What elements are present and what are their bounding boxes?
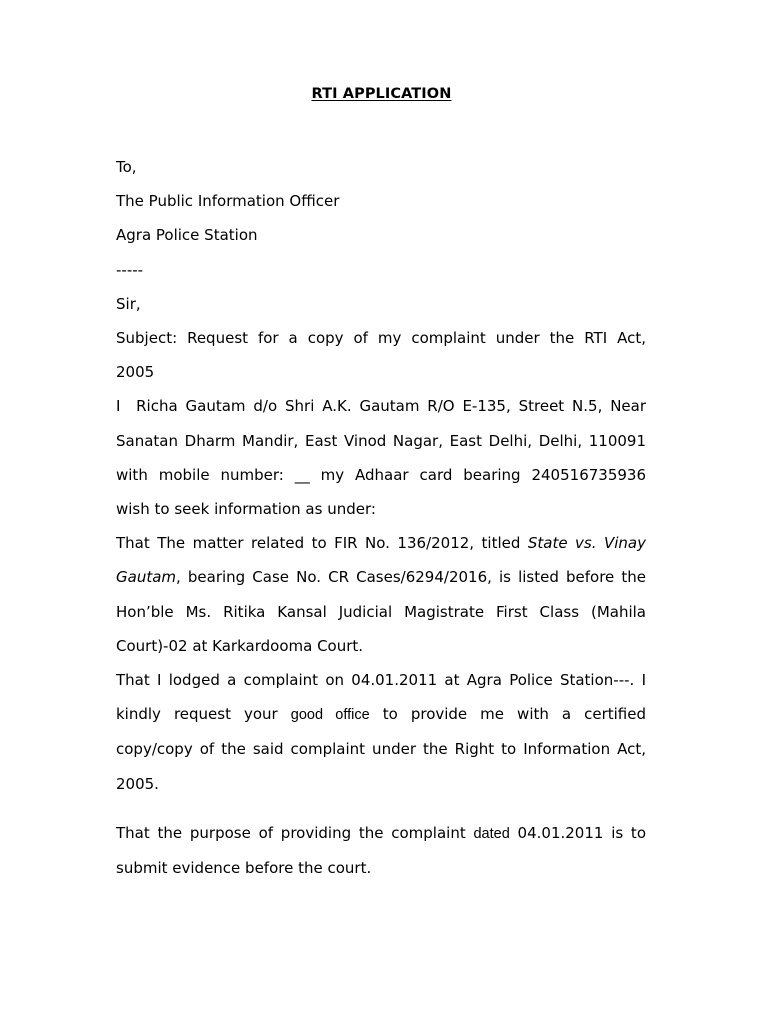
para3-line-3: copy/copy of the said complaint under the Right to Information Act, [116, 740, 646, 759]
para2-line-2 [116, 560, 646, 594]
address-dashes: ----- [116, 260, 144, 279]
para3-line-4: 2005. [116, 774, 159, 793]
para4-line-2: submit evidence before the court. [116, 859, 372, 878]
para3-good-office: good office [290, 707, 370, 724]
para1-line-3: with mobile number: __ my Adhaar card bearing 240516735936 [116, 465, 646, 484]
address-to: To, [116, 158, 137, 176]
subject-line-1: Subject: Request for a copy of my complaint under the RTI Act, [116, 329, 646, 348]
para4-line-1-post: 04.01.2011 is to [509, 823, 646, 842]
para2-line-4: Court)-02 at Karkardooma Court. [116, 636, 364, 655]
address-station: Agra Police Station [116, 226, 258, 245]
para2-line-3: Hon’ble Ms. Ritika Kansal Judicial Magistrate First Class (Mahila [116, 602, 646, 621]
paragraph-gap [116, 801, 646, 816]
para1-line-4: wish to seek information as under: [116, 500, 376, 519]
para3-line-1: That I lodged a complaint on 04.01.2011 at Agra Police Station---. I [116, 671, 646, 690]
para3-line-2 [116, 697, 646, 732]
para4-line-1-pre: That the purpose of providing the complaint [116, 823, 474, 842]
case-title-part-1: State vs. Vinay [527, 534, 646, 553]
para3-line-2-pre: kindly request your [116, 705, 291, 724]
letter-body [116, 150, 646, 885]
para1-line-1: I Richa Gautam d/o Shri A.K. Gautam R/O E-135, Street N.5, Near [116, 397, 646, 416]
greeting: Sir, [116, 294, 141, 313]
para4-dated: dated [473, 825, 510, 842]
para4-line-1 [116, 816, 646, 851]
para3-line-2-post: to provide me with a certified [369, 705, 647, 724]
para2-line-1-text: That The matter related to FIR No. 136/2012, titled [116, 534, 528, 553]
para2-line-1 [116, 526, 646, 560]
para2-line-2-text: , bearing Case No. CR Cases/6294/2016, is listed before the [176, 568, 646, 587]
document-title: RTI APPLICATION [311, 86, 452, 102]
case-title-part-2: Gautam [116, 568, 177, 587]
subject-line-2: 2005 [116, 363, 155, 382]
address-officer: The Public Information Officer [116, 192, 340, 211]
para1-line-2: Sanatan Dharm Mandir, East Vinod Nagar, East Delhi, Delhi, 110091 [116, 431, 646, 450]
